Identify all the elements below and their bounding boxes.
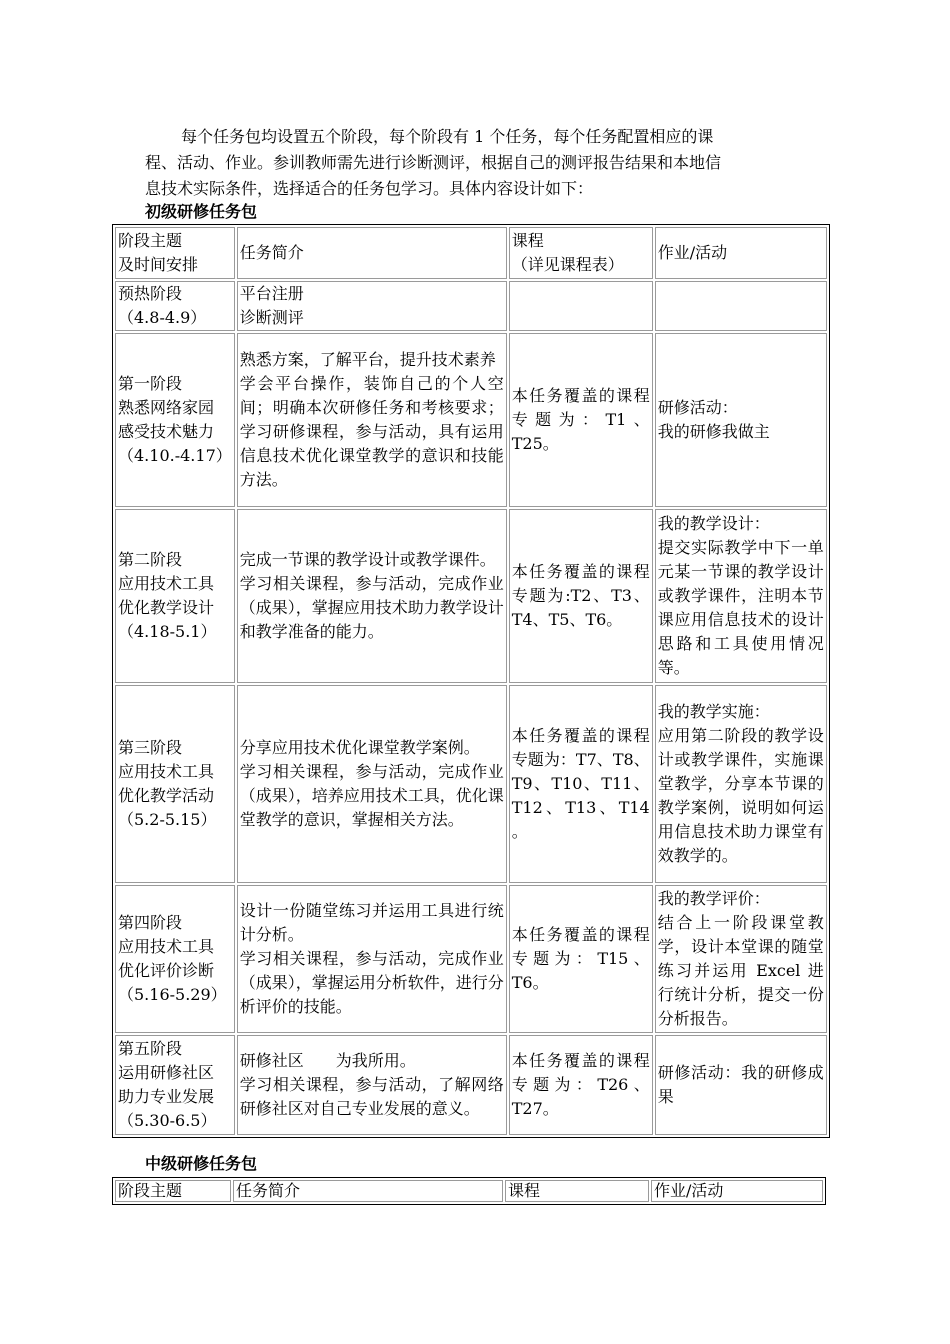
header-homework: 作业/活动	[651, 1180, 823, 1202]
course-cell: 本任务覆盖的课程专题为：T1、T25。	[509, 333, 653, 507]
homework-cell: 研修活动： 我的研修我做主	[655, 333, 827, 507]
header-stage: 阶段主题	[115, 1180, 231, 1202]
primary-section-title: 初级研修任务包	[145, 202, 258, 221]
homework-cell: 研修活动：我的研修成果	[655, 1035, 827, 1135]
header-stage: 阶段主题 及时间安排	[115, 227, 235, 279]
primary-task-table	[112, 224, 830, 1138]
intermediate-task-table	[112, 1177, 826, 1205]
course-cell: 本任务覆盖的课程专题为：T26、T27。	[509, 1035, 653, 1135]
intro-cell: 设计一份随堂练习并运用工具进行统计分析。 学习相关课程，参与活动，完成作业（成果），掌握运用分析软件，进行分析评价的技能。	[237, 885, 507, 1033]
table-row	[115, 281, 827, 331]
stage-cell: 第五阶段 运用研修社区 助力专业发展 （5.30-6.5）	[115, 1035, 235, 1135]
header-course: 课程	[505, 1180, 649, 1202]
table-row	[115, 333, 827, 507]
table-header-row	[115, 227, 827, 279]
intro-line-2: 程、活动、作业。参训教师需先进行诊断测评，根据自己的测评报告结果和本地信	[145, 153, 722, 172]
course-cell: 本任务覆盖的课程专题为：T15、T6。	[509, 885, 653, 1033]
header-intro: 任务简介	[233, 1180, 503, 1202]
stage-cell: 预热阶段 （4.8-4.9）	[115, 281, 235, 331]
course-cell: 本任务覆盖的课程专题为：T7、T8、T9、T10、T11、T12、T13、T14 。	[509, 685, 653, 883]
intro-cell: 研修社区 为我所用。 学习相关课程，参与活动，了解网络研修社区对自己专业发展的意义。	[237, 1035, 507, 1135]
intro-line-1: 每个任务包均设置五个阶段，每个阶段有 1 个任务，每个任务配置相应的课	[181, 127, 714, 146]
table-row	[115, 885, 827, 1033]
stage-cell: 第三阶段 应用技术工具 优化教学活动 （5.2-5.15）	[115, 685, 235, 883]
stage-cell: 第二阶段 应用技术工具 优化教学设计 （4.18-5.1）	[115, 509, 235, 683]
table-row	[115, 685, 827, 883]
stage-cell: 第一阶段 熟悉网络家园 感受技术魅力 （4.10.-4.17）	[115, 333, 235, 507]
homework-cell: 我的教学实施： 应用第二阶段的教学设计或教学课件，实施课堂教学，分享本节课的教学案例，说明如何运用信息技术助力课堂有效教学的。	[655, 685, 827, 883]
header-intro: 任务简介	[237, 227, 507, 279]
stage-cell: 第四阶段 应用技术工具 优化评价诊断 （5.16-5.29）	[115, 885, 235, 1033]
intro-line-3: 息技术实际条件，选择适合的任务包学习。具体内容设计如下：	[145, 179, 594, 198]
header-homework: 作业/活动	[655, 227, 827, 279]
intermediate-section-title: 中级研修任务包	[145, 1154, 258, 1173]
intro-cell: 完成一节课的教学设计或教学课件。 学习相关课程，参与活动，完成作业（成果），掌握应用技术助力教学设计和教学准备的能力。	[237, 509, 507, 683]
homework-cell: 我的教学设计： 提交实际教学中下一单元某一节课的教学设计或教学课件，注明本节课应用信息技术的设计思路和工具使用情况等。	[655, 509, 827, 683]
intro-cell: 平台注册 诊断测评	[237, 281, 507, 331]
course-cell: 本任务覆盖的课程专题为:T2、T3、T4、T5、T6。	[509, 509, 653, 683]
homework-cell: 我的教学评价： 结合上一阶段课堂教学，设计本堂课的随堂练习并运用 Excel 进行统计分析，提交一份分析报告。	[655, 885, 827, 1033]
intro-cell: 分享应用技术优化课堂教学案例。 学习相关课程，参与活动，完成作业（成果），培养应用技术工具，优化课堂教学的意识，掌握相关方法。	[237, 685, 507, 883]
header-course: 课程 （详见课程表）	[509, 227, 653, 279]
table-row	[115, 509, 827, 683]
intro-paragraph	[145, 124, 815, 202]
table-header-row	[115, 1180, 823, 1202]
course-cell	[509, 281, 653, 331]
table-row	[115, 1035, 827, 1135]
homework-cell	[655, 281, 827, 331]
intro-cell: 熟悉方案，了解平台，提升技术素养 学会平台操作，装饰自己的个人空间；明确本次研修任务和考核要求；学习研修课程，参与活动，具有运用信息技术优化课堂教学的意识和技能方法。	[237, 333, 507, 507]
